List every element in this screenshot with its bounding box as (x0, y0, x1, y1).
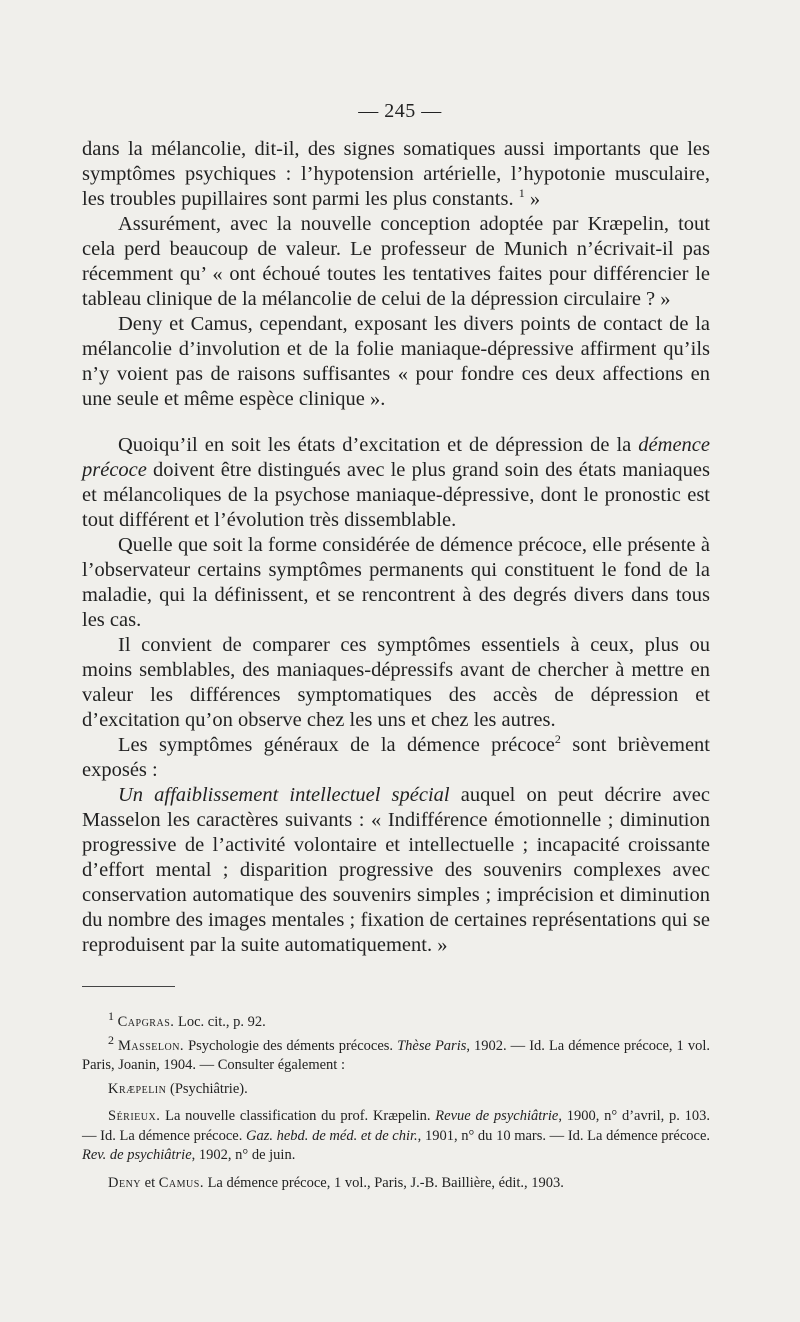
paragraph-3: Deny et Camus, cependant, exposant les divers points de contact de la mélancolie d’involution et de la folie maniaque-dépressive affirment qu’ils n’y voient pas de raisons suffisantes « pour fondre ces deux affections en une seule et même espèce clinique ». (82, 313, 710, 410)
footnote-4-text: La démence précoce, 1 vol., Paris, J.-B. Baillière, édit., 1903. (203, 1174, 564, 1191)
footnotes (82, 1009, 711, 1197)
footnote-2-continuation-text: (Psychiâtrie). (166, 1080, 248, 1097)
footnote-3-text-b: , 1900, n° d’avril, p. 103. — Id. La démence précoce. (82, 1108, 711, 1144)
paragraph-4-text-b: doivent être distingués avec le plus grand soin des états maniaques et mélancoliques de la psychose maniaque-dépressive, dont le pronostic est tout différent et l’évolution très dissemblable. (82, 459, 710, 531)
paragraph-8 (82, 783, 710, 958)
footnote-3-author: Sérieux. (108, 1108, 161, 1124)
page-number: — 245 — (358, 100, 442, 122)
footnote-2-text-b: , 1902. — Id. La démence précoce, 1 vol. Paris, Joanin, 1904. — Consulter également : (82, 1037, 710, 1073)
paragraph-7 (82, 733, 710, 783)
paragraph-8-emphasis: Un affaiblissement intellectuel spécial (118, 784, 450, 806)
footnote-divider (82, 986, 175, 987)
paragraph-4-text-a: Quoiqu’il en soit les états d’excitation et de dépression de la (118, 434, 639, 456)
footnote-2-author: Masselon. (118, 1037, 185, 1054)
footnote-2-emphasis: Thèse Paris (397, 1037, 467, 1054)
footnote-4-author-1: Deny (108, 1174, 142, 1191)
paragraph-6: Il convient de comparer ces symptômes essentiels à ceux, plus ou moins semblables, des maniaques-dépressifs avant de chercher à mettre en valeur les différences symptomatiques des accès de dépression et d’excitation qu’on observe chez les uns et chez les autres. (82, 634, 710, 731)
footnote-2 (82, 1032, 710, 1076)
paragraph-7-text-b: sont brièvement exposés : (82, 734, 710, 781)
paragraph-2: Assurément, avec la nouvelle conception adoptée par Kræpelin, tout cela perd beaucoup de valeur. Le professeur de Munich n’écrivait-il pas récemment qu’ « ont échoué toutes les tentatives faites pour différencier le tableau clinique de la mélancolie de celui de la dépression circulaire ? » (82, 213, 710, 310)
footnote-1-number: 1 (108, 1009, 114, 1024)
footnote-2-kraepelin: Kræpelin (108, 1080, 167, 1097)
footnote-2-number: 2 (108, 1032, 114, 1047)
footnote-4-author-2: Camus. (158, 1174, 204, 1191)
footnote-3-emphasis-1: Revue de psychiâtrie (435, 1108, 559, 1124)
footnote-3-text-c: , 1901, n° du 10 mars. — Id. La démence précoce. (417, 1127, 710, 1144)
paragraph-8-text: auquel on peut décrire avec Masselon les caractères suivants : « Indifférence émotionnelle ; diminution progressive de l’activité volontaire et intellectuelle ; incapacité croissante d’effort mental ; disparition progressive des souvenirs complexes avec conservation automatique des souvenirs simples ; imprécision et diminution du nombre des images mentales ; fixation de certaines représentations qui se reproduisent par la suite automatiquement. » (82, 784, 710, 956)
footnote-1-text: Loc. cit., p. 92. (174, 1014, 266, 1030)
paragraph-1-end: » (524, 188, 541, 210)
footnote-3 (82, 1107, 710, 1166)
footnote-1 (82, 1009, 710, 1033)
footnote-4-conjunction: et (141, 1174, 159, 1191)
footnote-2-text-a: Psychologie des déments précoces. (184, 1037, 398, 1054)
body-text (82, 137, 710, 958)
paragraph-1 (82, 137, 710, 212)
paragraph-7-text-a: Les symptômes généraux de la démence précoce (118, 734, 555, 756)
paragraph-4 (82, 433, 710, 533)
footnote-3-emphasis-2: Gaz. hebd. de méd. et de chir. (245, 1127, 418, 1144)
paragraph-1-text: dans la mélancolie, dit-il, des signes somatiques aussi importants que les symptômes psychiques : l’hypotension artérielle, l’hypotonie musculaire, les troubles pupillaires sont parmi les plus constants. (82, 138, 710, 210)
footnote-ref-2: 2 (554, 732, 561, 747)
footnote-ref-1: 1 (518, 186, 525, 201)
footnote-4 (82, 1174, 710, 1194)
footnote-3-emphasis-3: Rev. de psychiâtrie (82, 1147, 192, 1163)
footnote-3-text-a: La nouvelle classification du prof. Kræpelin. (160, 1108, 436, 1124)
footnote-3-text-d: , 1902, n° de juin. (191, 1147, 296, 1163)
paragraph-5: Quelle que soit la forme considérée de démence précoce, elle présente à l’observateur certains symptômes permanents qui constituent le fond de la maladie, qui la définissent, et se rencontrent à des degrés divers dans tous les cas. (82, 534, 710, 631)
paragraph-4-emphasis: démence précoce (82, 434, 710, 481)
footnote-1-author: Capgras. (117, 1014, 175, 1030)
footnote-2-continuation (82, 1080, 710, 1100)
